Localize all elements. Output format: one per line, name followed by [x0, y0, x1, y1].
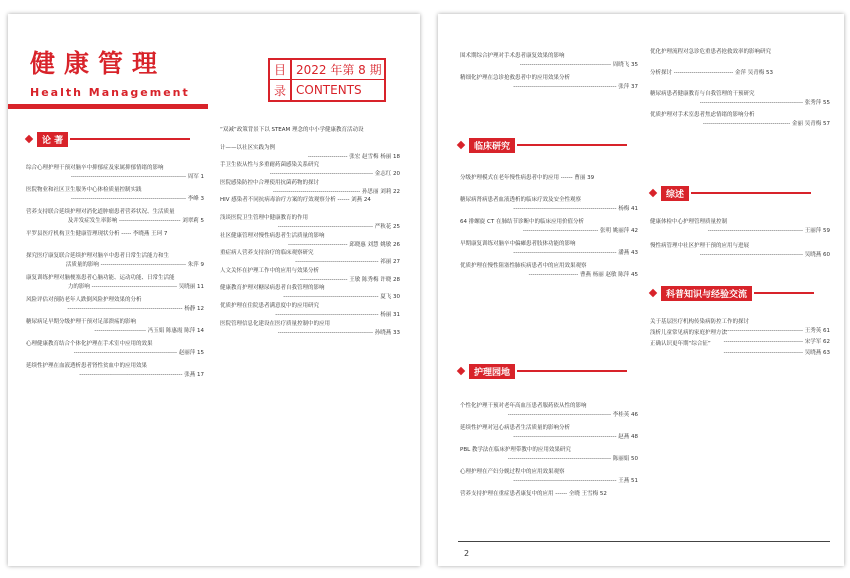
journal-title-cn: 健康管理 [30, 49, 167, 78]
toc-entry-title: 社区健康管理对慢性病患者生活质量的影响 [220, 232, 325, 239]
toc-entry [650, 218, 830, 236]
toc-entry-author-page: ---------------------------------------------- 周晓飞 35 [519, 62, 638, 68]
footer-line [458, 541, 830, 542]
toc-entry-title: 早期康复训练对脑卒中偏瘫患者肢体功能的影响 [460, 241, 576, 247]
toc-entry-title: 综合心理护理干预对脑卒中抑郁症及家属抑郁情绪的影响 [26, 165, 164, 171]
toc-entry-author-page: -------------------------- 冯玉娟 陈惠霞 陈萍 14 [94, 328, 204, 334]
toc-entry-author-page: ---------------------------------------------------- 赵燕 48 [513, 434, 638, 440]
toc-entry [220, 302, 400, 320]
toc-entry-title: “双减”政策背景下以 STEAM 理念的中小学健康教育活动设 [220, 127, 364, 133]
toc-entry-author-page: ---------------------------------------------------------- 周军 1 [70, 174, 204, 180]
section-line [691, 192, 811, 194]
toc-entry-title: 医院管理信息化建设在医疗质量控制中的应用 [220, 320, 331, 327]
toc-entry-author-page: -------------------- 张宏 赵雪梅 杨丽 18 [307, 153, 400, 160]
toc-entry-title: 康复训练护理对脑梗塞患者心脑功能、运动功能、日常生活能 [26, 275, 175, 281]
toc-entry-author-page: ------------------------------------------ 祁丽 27 [295, 259, 400, 266]
diamond-icon [457, 367, 465, 375]
toc-entry-title: 分级护理模式在老年慢性病患者中的应用 ------ 曹丽 39 [460, 175, 595, 181]
toc-entry-title: 浅谈医院卫生管理中健康教育的作用 [220, 215, 309, 221]
header-red-bar [8, 104, 208, 109]
toc-entry-author-page: ---------------------------------------------------- 李桂英 46 [507, 412, 638, 418]
toc-entry-title: 重症病人营养支持治疗的临床观察研究 [220, 250, 314, 257]
diamond-icon [649, 189, 657, 197]
section-lunzhu [26, 132, 190, 146]
toc-entry-author-page: 及并发症发生率影响 ------------------------------- 刘翠莉 5 [67, 218, 204, 224]
section-line [70, 138, 190, 140]
toc-entry-title: 营养支持护理在重症患者康复中的应用 ------ 全晓 王雪梅 52 [460, 491, 607, 497]
toc-entry-title: 慢性病管理中社区护理干预的应用与进展 [650, 243, 750, 250]
toc-entry-title: 延续性护理对冠心病患者生活质量的影响分析 [460, 425, 571, 431]
toc-entry-title: 64 排螺旋 CT 在肺结节诊断中的临床应用价值分析 [460, 219, 584, 225]
toc-entry [220, 232, 400, 250]
toc-entry-title: 优质护理在住院患者满意度中的应用研究 [220, 303, 320, 309]
toc-entry [460, 52, 638, 70]
toc-entry [220, 144, 400, 162]
toc-entry [26, 164, 204, 182]
toc-entry-title: 优质护理在慢性阻塞性肺疾病患者中的应用效果观察 [460, 263, 587, 269]
toc-entry-author-page: ---------------------------------------------------- 赵丽萍 15 [73, 350, 204, 356]
toc-entry [220, 196, 400, 205]
toc-entry-title: 分析探讨 ------------------------------ 金萍 吴青梅 53 [650, 69, 774, 76]
section-line [517, 370, 627, 372]
toc-entry-title: 正确认识更年期“综合征” [650, 341, 711, 347]
toc-entry-title: 探究医疗康复联合延续护理对脑卒中患者日常生活能力和生 [26, 253, 170, 259]
section-line [754, 292, 814, 294]
toc-entry-title: 平罗县医疗机构卫生健康管理现状分析 ----- 李晓燕 王珂 7 [26, 231, 168, 237]
toc-entry-author-page: ---------------------------------------------------- 杨梅 41 [513, 206, 638, 212]
toc-entry-title: 医院感染防控中合理使用抗菌药物的探讨 [220, 179, 320, 186]
toc-entry-title: 风险评估对预防老年人跌倒风险护理效果的分析 [26, 297, 142, 303]
toc-entry-author-page: ---------------------------------------------------------- 李峰 3 [70, 196, 204, 202]
toc-entry-author-page: 力的影响 ------------------------------------------- 吴晓丽 11 [67, 284, 204, 290]
toc-entry-author-page: ---------------------------------------------------- 王燕 51 [513, 478, 638, 484]
toc-entry-title: 浅析儿童常见病的家庭护理方法 [650, 330, 728, 336]
toc-entry-author-page: ---------------------------------------------------- 吴晓燕 60 [699, 252, 830, 259]
toc-entry-author-page: -------------------------------------------- 孙思丽 刘莉 22 [272, 188, 400, 195]
toc-entry [460, 74, 638, 92]
toc-entry [26, 208, 204, 226]
toc-entry-title: 健康教育护理对糖尿病患者自我管理的影响 [220, 285, 325, 292]
toc-entry-title: 延续性护理在血液透析患者肾性贫血中的应用效果 [26, 363, 148, 369]
toc-entry-title: PBL 教学法在临床护理带教中的应用效果研究 [460, 447, 571, 453]
toc-entry-author-page: ---------------------------------------------------- 陈丽娟 50 [507, 456, 638, 462]
toc-entry-title: HIV 感染者不同抗病毒治疗方案的疗效观察分析 ------ 刘燕 24 [220, 197, 371, 204]
toc-entry [26, 362, 204, 380]
toc-entry-author-page: ------------------------ 王敏 陈秀梅 许晓 28 [299, 276, 400, 283]
toc-entry-title: 心理护理在产妇分娩过程中的应用效果观察 [460, 469, 565, 475]
toc-entry-author-page: ---------------------------------------------------- 潘燕 43 [513, 250, 638, 256]
toc-entry [220, 214, 400, 232]
contents-label: CONTENTS [296, 83, 362, 97]
toc-entry [460, 262, 638, 280]
section-zongshu [650, 186, 811, 200]
section-label: 临床研究 [469, 138, 515, 153]
toc-entry [460, 402, 638, 420]
toc-entry-author-page: ---------------------------------------- 王秀英 61 [723, 328, 830, 334]
section-linchuang [458, 138, 627, 152]
toc-entry [460, 446, 638, 464]
toc-entry-title: 计——以社区实践为例 [220, 144, 276, 151]
toc-entry-author-page: ---------------------------------------- 宋学军 62 [723, 339, 830, 345]
toc-entry [26, 186, 204, 204]
toc-entry [650, 242, 830, 260]
toc-entry-title: 心理健康教育结合个体化护理在手术室中应用的效果 [26, 341, 153, 347]
page-number: 2 [464, 549, 470, 558]
right-page [438, 14, 844, 566]
toc-entry [460, 196, 638, 214]
toc-entry-title: 关于基层医疗机构传染病防控工作的探讨 [650, 319, 750, 325]
toc-entry-title: 医院物业和社区卫生服务中心体检质量控制实践 [26, 187, 142, 193]
toc-entry-author-page: ---------------------------------------------------- 杨丽 31 [275, 312, 400, 318]
toc-entry-author-page: ---------------------------------------------------- 张燕 17 [79, 372, 204, 378]
toc-entry-title: 优质护理对手术室患者焦虑情绪的影响分析 [650, 111, 755, 118]
toc-entry [650, 48, 830, 57]
toc-entry-author-page: ------------------------------------------------ 王丽萍 59 [707, 228, 830, 234]
toc-entry-title: 糖尿病足早期分级护理干预对足部溃疡的影响 [26, 319, 137, 325]
toc-entry [460, 240, 638, 258]
toc-entry [650, 111, 830, 129]
toc-entry [650, 340, 830, 358]
toc-entry-title: 糖尿病患者健康教育与自我管理的干预研究 [650, 90, 755, 97]
toc-entry [26, 318, 204, 336]
toc-entry [460, 490, 638, 499]
mulu-bottom: 录 [270, 80, 292, 100]
diamond-icon [25, 135, 33, 143]
section-label: 护理园地 [469, 364, 515, 379]
toc-entry-author-page: ------------------------------------------------ 孙晓燕 33 [277, 329, 400, 336]
toc-entry-title: 精细化护理在急诊抢救患者中的应用效果分析 [460, 75, 571, 81]
toc-entry [650, 69, 830, 78]
section-kepu [650, 286, 814, 300]
toc-entry-author-page: ---------------------------------------------------- 张萍 37 [513, 84, 638, 90]
toc-entry [460, 218, 638, 236]
toc-entry [460, 468, 638, 486]
toc-entry [26, 340, 204, 358]
toc-entry [26, 274, 204, 292]
toc-entry-title: 糖尿病肾病患者血液透析的临床疗效及安全性观察 [460, 197, 582, 203]
toc-entry-title: 健康体检中心护理管理质量控制 [650, 219, 728, 225]
toc-entry-title: 围术期综合护理对手术患者康复效果的影响 [460, 53, 565, 59]
journal-title-en: Health Management [30, 86, 190, 99]
issue-label: 2022 年第 8 期 [292, 60, 384, 80]
toc-entry [220, 267, 400, 285]
section-huli [458, 364, 627, 378]
section-label: 综述 [661, 186, 689, 201]
toc-entry [220, 320, 400, 338]
toc-entry-author-page: -------------------------------------------- 金丽 吴青梅 57 [702, 120, 830, 127]
section-label: 科普知识与经验交流 [661, 286, 752, 301]
toc-entry [460, 174, 638, 183]
toc-entry-author-page: -------------------------------------- 张明 姚丽萍 42 [522, 228, 638, 234]
toc-entry [220, 179, 400, 197]
toc-entry [220, 161, 400, 179]
toc-entry-title: 个性化护理干预对老年高血压患者服药依从性的影响 [460, 403, 587, 409]
toc-entry-title: 人文关怀在护理工作中的应用与效果分析 [220, 267, 320, 274]
toc-entry [220, 284, 400, 302]
toc-entry [26, 230, 204, 239]
toc-entry [460, 424, 638, 442]
toc-entry-author-page: ------------------------------------------------ 严秋花 25 [277, 224, 400, 230]
toc-entry-author-page: ---------------------------------------------------------- 杨静 12 [67, 306, 204, 312]
toc-entry-author-page: ------------------------------------------------ 夏飞 30 [283, 294, 400, 301]
toc-entry-title: 优化护理流程对急诊危重患者抢救效率的影响研究 [650, 49, 772, 55]
toc-entry-author-page: ---------------------------------------------------- 金志红 20 [269, 171, 400, 178]
toc-entry-author-page: ------------------------------ 邱晓惠 刘慧 姚敏 26 [287, 241, 400, 248]
toc-entry [220, 126, 400, 135]
section-line [517, 144, 627, 146]
toc-entry [26, 252, 204, 270]
toc-entry [650, 90, 830, 108]
toc-entry [26, 296, 204, 314]
diamond-icon [649, 289, 657, 297]
section-label: 论 著 [37, 132, 68, 147]
toc-entry-author-page: 活质量的影响 ------------------------------------------- 朱萍 9 [65, 262, 204, 268]
toc-entry-author-page: ---------------------------------------- 吴晓燕 63 [723, 350, 830, 356]
toc-entry-title: 营养支持联合延续护理对消化道肿瘤患者营养状况、生活质量 [26, 209, 175, 215]
toc-entry-author-page: ------------------------- 曹燕 杨丽 赵敏 陈萍 45 [528, 272, 638, 278]
toc-entry-author-page: ---------------------------------------------------- 张秀萍 55 [699, 99, 830, 106]
contents-box [268, 58, 386, 102]
toc-entry-title: 手卫生依从性与多重耐药菌感染关系研究 [220, 162, 320, 169]
mulu-top: 目 [270, 60, 292, 80]
diamond-icon [457, 141, 465, 149]
toc-entry [220, 249, 400, 267]
left-page [8, 14, 420, 566]
